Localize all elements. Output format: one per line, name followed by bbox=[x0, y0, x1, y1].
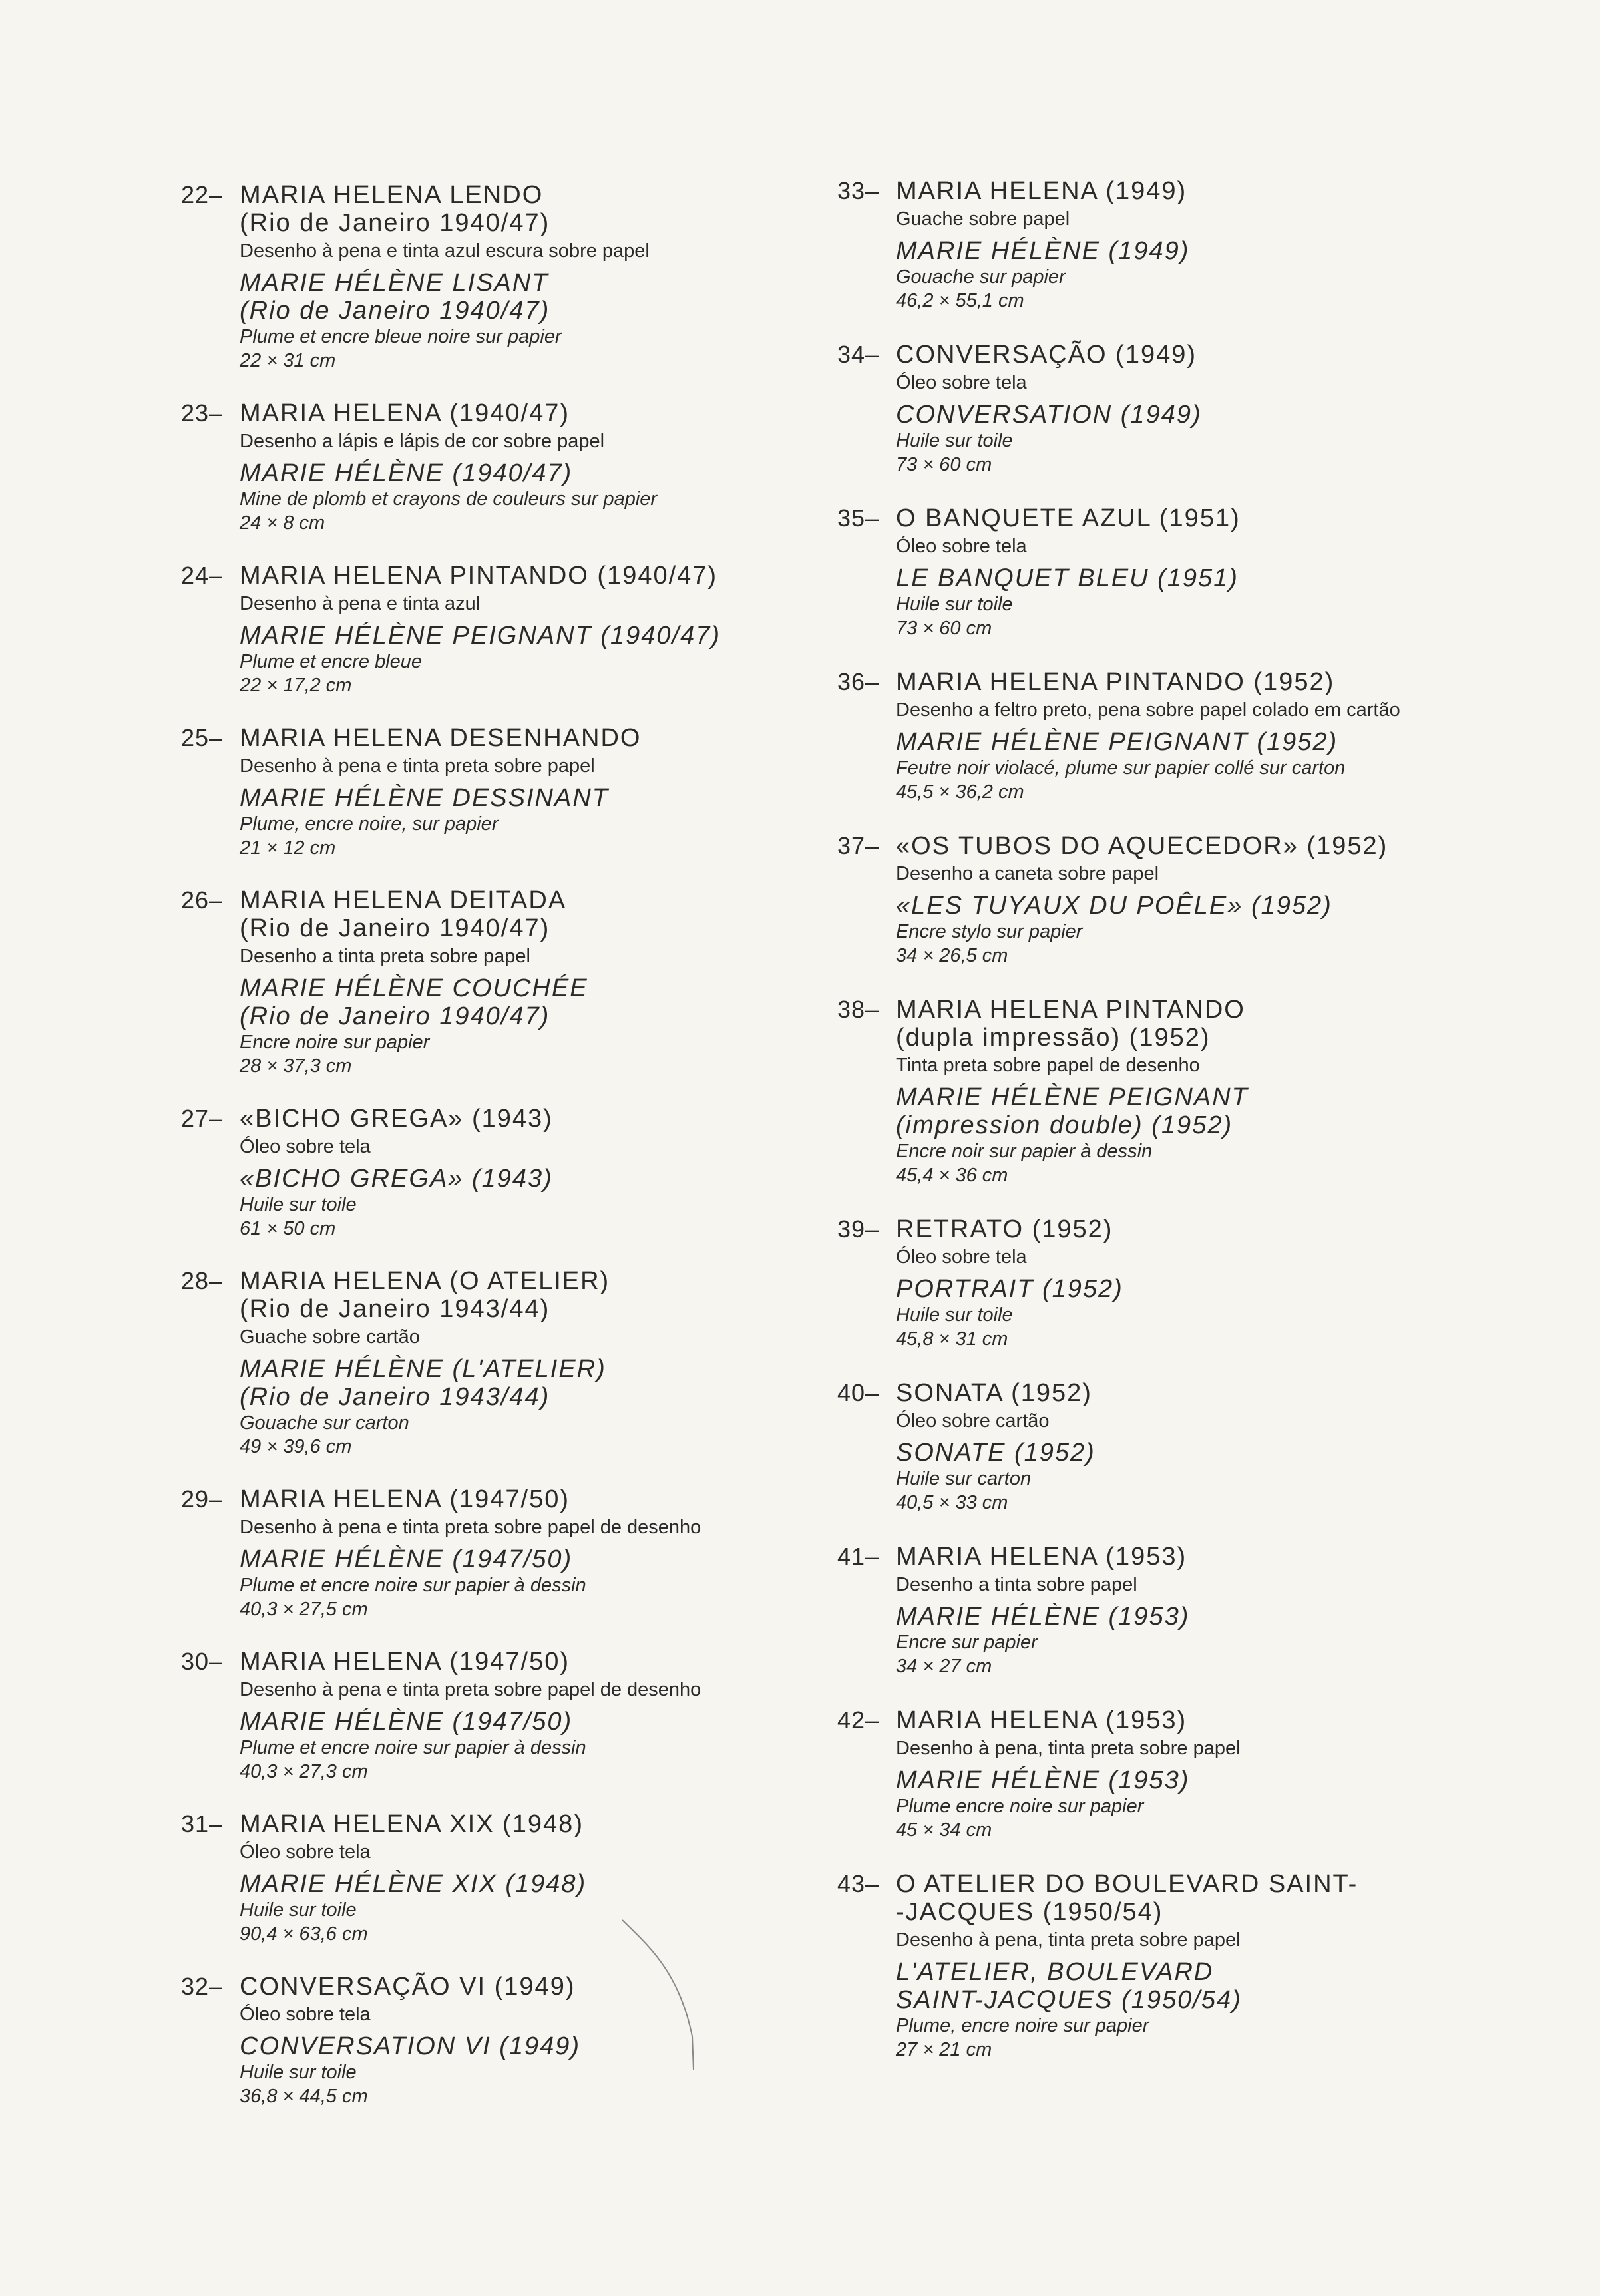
entry-dimensions: 24 × 8 cm bbox=[240, 512, 325, 534]
catalog-entry bbox=[837, 1706, 1503, 1842]
entry-dimensions: 28 × 37,3 cm bbox=[240, 1055, 352, 1077]
entry-title-pt: MARIA HELENA (1947/50) bbox=[240, 1485, 570, 1513]
entry-title-fr: CONVERSATION VI (1949) bbox=[240, 2032, 581, 2060]
entry-number: 23– bbox=[181, 399, 224, 427]
entry-technique-pt: Desenho a tinta preta sobre papel bbox=[240, 946, 530, 967]
entry-number: 24– bbox=[181, 562, 224, 589]
entry-title-pt: CONVERSAÇÃO (1949) bbox=[896, 341, 1197, 369]
entry-number: 36– bbox=[837, 668, 880, 695]
catalog-entry bbox=[837, 1870, 1503, 2062]
entry-dimensions: 34 × 27 cm bbox=[896, 1656, 992, 1677]
catalog-entry bbox=[181, 399, 813, 535]
entry-dimensions: 46,2 × 55,1 cm bbox=[896, 290, 1024, 311]
entry-title-pt: MARIA HELENA (1949) bbox=[896, 177, 1187, 205]
entry-title-fr: MARIE HÉLÈNE (1947/50) bbox=[240, 1708, 573, 1736]
entry-title-pt: MARIA HELENA PINTANDO (dupla impressão) (1952) bbox=[896, 996, 1245, 1052]
entry-title-pt: O BANQUETE AZUL (1951) bbox=[896, 504, 1241, 532]
entry-title-pt: «BICHO GREGA» (1943) bbox=[240, 1105, 553, 1133]
entry-technique-fr: Plume et encre bleue bbox=[240, 651, 423, 672]
entry-technique-fr: Huile sur toile bbox=[240, 2062, 357, 2083]
entry-number: 39– bbox=[837, 1215, 880, 1243]
entry-technique-fr: Plume, encre noire sur papier bbox=[896, 2015, 1149, 2036]
entry-title-fr: «LES TUYAUX DU POÊLE» (1952) bbox=[896, 892, 1332, 920]
entry-title-fr: MARIE HÉLÈNE LISANT (Rio de Janeiro 1940/47) bbox=[240, 269, 550, 325]
entry-title-fr: MARIE HÉLÈNE DESSINANT bbox=[240, 784, 609, 812]
catalog-entry bbox=[181, 181, 813, 373]
entry-number: 34– bbox=[837, 341, 880, 368]
entry-title-pt: O ATELIER DO BOULEVARD SAINT- -JACQUES (1950/54) bbox=[896, 1870, 1358, 1926]
entry-technique-fr: Huile sur toile bbox=[896, 594, 1013, 615]
entry-title-fr: SONATE (1952) bbox=[896, 1439, 1096, 1467]
entry-title-pt: MARIA HELENA (O ATELIER) (Rio de Janeiro 1943/44) bbox=[240, 1267, 610, 1323]
catalog-entry bbox=[837, 1379, 1503, 1515]
catalog-entry bbox=[181, 1485, 813, 1621]
entry-number: 31– bbox=[181, 1810, 224, 1837]
entry-dimensions: 34 × 26,5 cm bbox=[896, 945, 1008, 966]
entry-title-fr: MARIE HÉLÈNE (1947/50) bbox=[240, 1545, 573, 1573]
catalog-entry bbox=[181, 1648, 813, 1784]
entry-dimensions: 61 × 50 cm bbox=[240, 1218, 336, 1239]
entry-dimensions: 36,8 × 44,5 cm bbox=[240, 2086, 368, 2107]
entry-dimensions: 21 × 12 cm bbox=[240, 837, 336, 859]
entry-technique-pt: Óleo sobre tela bbox=[896, 1246, 1027, 1268]
entry-technique-fr: Huile sur carton bbox=[896, 1468, 1032, 1489]
entry-number: 37– bbox=[837, 832, 880, 859]
entry-title-pt: MARIA HELENA (1953) bbox=[896, 1543, 1187, 1571]
catalog-entry bbox=[837, 1215, 1503, 1351]
entry-number: 35– bbox=[837, 504, 880, 532]
catalog-column-right bbox=[837, 177, 1503, 2090]
entry-technique-pt: Desenho a feltro preto, pena sobre papel colado em cartão bbox=[896, 699, 1400, 721]
entry-technique-pt: Desenho à pena e tinta azul escura sobre papel bbox=[240, 240, 650, 262]
entry-number: 43– bbox=[837, 1870, 880, 1897]
entry-title-pt: MARIA HELENA (1940/47) bbox=[240, 399, 570, 427]
entry-technique-pt: Óleo sobre tela bbox=[896, 536, 1027, 557]
entry-technique-fr: Gouache sur carton bbox=[240, 1412, 409, 1434]
entry-title-pt: MARIA HELENA (1953) bbox=[896, 1706, 1187, 1734]
entry-technique-pt: Óleo sobre tela bbox=[240, 1841, 371, 1863]
catalog-column-left bbox=[181, 181, 813, 2135]
entry-title-fr: L'ATELIER, BOULEVARD SAINT-JACQUES (1950/54) bbox=[896, 1958, 1242, 2014]
entry-title-fr: MARIE HÉLÈNE COUCHÉE (Rio de Janeiro 1940/47) bbox=[240, 974, 588, 1030]
entry-title-fr: CONVERSATION (1949) bbox=[896, 401, 1202, 429]
entry-number: 32– bbox=[181, 1973, 224, 2000]
entry-title-pt: MARIA HELENA PINTANDO (1940/47) bbox=[240, 562, 718, 590]
entry-technique-pt: Guache sobre papel bbox=[896, 208, 1070, 230]
entry-technique-fr: Feutre noir violacé, plume sur papier collé sur carton bbox=[896, 757, 1346, 779]
entry-technique-pt: Desenho a tinta sobre papel bbox=[896, 1574, 1137, 1595]
entry-title-pt: SONATA (1952) bbox=[896, 1379, 1092, 1407]
entry-technique-fr: Encre sur papier bbox=[896, 1632, 1038, 1653]
entry-title-pt: MARIA HELENA XIX (1948) bbox=[240, 1810, 584, 1838]
catalog-entry bbox=[181, 1810, 813, 1946]
entry-technique-fr: Huile sur toile bbox=[240, 1194, 357, 1215]
entry-title-fr: MARIE HÉLÈNE (1953) bbox=[896, 1603, 1190, 1630]
catalog-entry bbox=[181, 1973, 813, 2108]
entry-dimensions: 22 × 17,2 cm bbox=[240, 675, 352, 696]
entry-number: 42– bbox=[837, 1706, 880, 1734]
entry-technique-pt: Desenho a lápis e lápis de cor sobre papel bbox=[240, 431, 605, 452]
entry-number: 26– bbox=[181, 886, 224, 914]
pencil-stroke-mark bbox=[619, 1917, 712, 2076]
entry-title-pt: MARIA HELENA DEITADA (Rio de Janeiro 1940/47) bbox=[240, 886, 567, 942]
entry-technique-fr: Mine de plomb et crayons de couleurs sur papier bbox=[240, 488, 658, 510]
entry-title-fr: PORTRAIT (1952) bbox=[896, 1275, 1123, 1303]
entry-dimensions: 49 × 39,6 cm bbox=[240, 1436, 352, 1457]
entry-dimensions: 45,4 × 36 cm bbox=[896, 1165, 1008, 1186]
entry-technique-pt: Desenho à pena, tinta preta sobre papel bbox=[896, 1738, 1241, 1759]
entry-technique-pt: Guache sobre cartão bbox=[240, 1326, 420, 1348]
entry-technique-pt: Desenho à pena e tinta preta sobre papel bbox=[240, 755, 595, 777]
entry-technique-pt: Tinta preta sobre papel de desenho bbox=[896, 1055, 1200, 1076]
entry-dimensions: 40,5 × 33 cm bbox=[896, 1492, 1008, 1513]
entry-title-pt: «OS TUBOS DO AQUECEDOR» (1952) bbox=[896, 832, 1388, 860]
entry-technique-fr: Encre stylo sur papier bbox=[896, 921, 1083, 942]
catalog-entry bbox=[837, 1543, 1503, 1678]
entry-number: 28– bbox=[181, 1267, 224, 1294]
entry-title-pt: CONVERSAÇÃO VI (1949) bbox=[240, 1973, 576, 2001]
entry-title-pt: MARIA HELENA LENDO (Rio de Janeiro 1940/47) bbox=[240, 181, 550, 237]
entry-title-fr: MARIE HÉLÈNE (1953) bbox=[896, 1766, 1190, 1794]
entry-technique-fr: Plume et encre bleue noire sur papier bbox=[240, 326, 562, 347]
entry-title-fr: «BICHO GREGA» (1943) bbox=[240, 1165, 553, 1193]
entry-title-pt: RETRATO (1952) bbox=[896, 1215, 1113, 1243]
entry-technique-pt: Desenho à pena e tinta preta sobre papel de desenho bbox=[240, 1679, 701, 1700]
catalog-entry bbox=[181, 1267, 813, 1459]
entry-title-fr: MARIE HÉLÈNE PEIGNANT (1940/47) bbox=[240, 622, 721, 650]
entry-technique-fr: Huile sur toile bbox=[896, 1304, 1013, 1326]
entry-title-fr: MARIE HÉLÈNE PEIGNANT (1952) bbox=[896, 728, 1338, 756]
entry-technique-pt: Óleo sobre tela bbox=[240, 1136, 371, 1157]
entry-technique-pt: Desenho a caneta sobre papel bbox=[896, 863, 1159, 884]
entry-dimensions: 73 × 60 cm bbox=[896, 618, 992, 639]
entry-title-pt: MARIA HELENA (1947/50) bbox=[240, 1648, 570, 1676]
entry-title-fr: MARIE HÉLÈNE PEIGNANT (impression double) (1952) bbox=[896, 1083, 1249, 1139]
entry-number: 22– bbox=[181, 181, 224, 208]
catalog-entry bbox=[181, 724, 813, 860]
entry-technique-fr: Encre noir sur papier à dessin bbox=[896, 1141, 1153, 1162]
entry-technique-pt: Óleo sobre tela bbox=[896, 372, 1027, 393]
entry-number: 27– bbox=[181, 1105, 224, 1132]
entry-dimensions: 45,5 × 36,2 cm bbox=[896, 781, 1024, 803]
entry-dimensions: 22 × 31 cm bbox=[240, 350, 336, 371]
entry-technique-fr: Encre noire sur papier bbox=[240, 1032, 430, 1053]
catalog-entry bbox=[181, 886, 813, 1078]
entry-technique-pt: Desenho à pena, tinta preta sobre papel bbox=[896, 1929, 1241, 1951]
entry-number: 30– bbox=[181, 1648, 224, 1675]
entry-technique-pt: Desenho à pena e tinta azul bbox=[240, 593, 481, 614]
entry-dimensions: 73 × 60 cm bbox=[896, 454, 992, 475]
entry-technique-fr: Huile sur toile bbox=[240, 1899, 357, 1921]
entry-technique-fr: Plume encre noire sur papier bbox=[896, 1796, 1144, 1817]
entry-technique-pt: Desenho à pena e tinta preta sobre papel de desenho bbox=[240, 1517, 701, 1538]
entry-technique-fr: Plume et encre noire sur papier à dessin bbox=[240, 1737, 586, 1758]
entry-technique-fr: Plume, encre noire, sur papier bbox=[240, 813, 499, 835]
entry-dimensions: 40,3 × 27,3 cm bbox=[240, 1761, 368, 1782]
entry-number: 29– bbox=[181, 1485, 224, 1513]
entry-number: 38– bbox=[837, 996, 880, 1023]
entry-title-pt: MARIA HELENA DESENHANDO bbox=[240, 724, 642, 752]
catalog-entry bbox=[181, 562, 813, 697]
entry-title-fr: LE BANQUET BLEU (1951) bbox=[896, 564, 1239, 592]
entry-dimensions: 45,8 × 31 cm bbox=[896, 1328, 1008, 1350]
entry-technique-pt: Óleo sobre tela bbox=[240, 2004, 371, 2025]
entry-dimensions: 45 × 34 cm bbox=[896, 1819, 992, 1841]
entry-technique-fr: Gouache sur papier bbox=[896, 266, 1066, 287]
entry-title-fr: MARIE HÉLÈNE (1949) bbox=[896, 237, 1190, 265]
entry-title-fr: MARIE HÉLÈNE XIX (1948) bbox=[240, 1870, 587, 1898]
entry-technique-pt: Óleo sobre cartão bbox=[896, 1410, 1050, 1432]
entry-title-fr: MARIE HÉLÈNE (L'ATELIER) (Rio de Janeiro 1943/44) bbox=[240, 1355, 606, 1411]
entry-title-fr: MARIE HÉLÈNE (1940/47) bbox=[240, 459, 573, 487]
entry-number: 41– bbox=[837, 1543, 880, 1570]
entry-dimensions: 27 × 21 cm bbox=[896, 2039, 992, 2060]
catalog-entry bbox=[837, 504, 1503, 640]
entry-technique-fr: Plume et encre noire sur papier à dessin bbox=[240, 1575, 586, 1596]
catalog-entry bbox=[837, 341, 1503, 477]
entry-number: 40– bbox=[837, 1379, 880, 1406]
entry-title-pt: MARIA HELENA PINTANDO (1952) bbox=[896, 668, 1335, 696]
entry-technique-fr: Huile sur toile bbox=[896, 430, 1013, 451]
catalog-entry bbox=[837, 177, 1503, 313]
entry-number: 25– bbox=[181, 724, 224, 751]
catalog-entry bbox=[837, 832, 1503, 968]
catalog-entry bbox=[181, 1105, 813, 1241]
entry-dimensions: 40,3 × 27,5 cm bbox=[240, 1599, 368, 1620]
catalog-entry bbox=[837, 668, 1503, 804]
entry-dimensions: 90,4 × 63,6 cm bbox=[240, 1923, 368, 1945]
catalog-entry bbox=[837, 996, 1503, 1187]
entry-number: 33– bbox=[837, 177, 880, 204]
